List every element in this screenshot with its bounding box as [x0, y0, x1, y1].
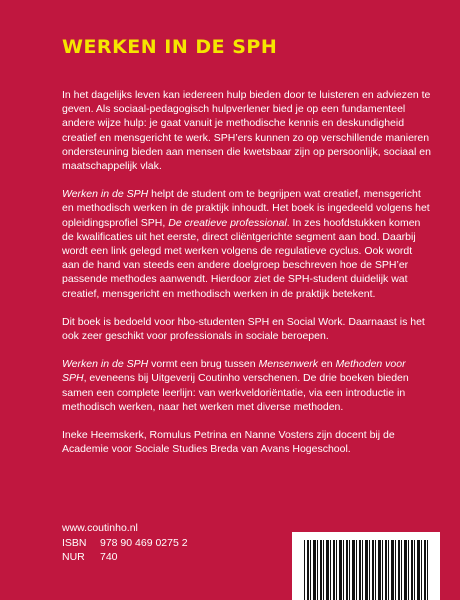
italic-book-title: Werken in de SPH [62, 188, 149, 201]
barcode-bars [304, 540, 428, 600]
italic-book-title: Werken in de SPH [62, 358, 149, 371]
publisher-website[interactable]: www.coutinho.nl [62, 522, 138, 534]
italic-related-title: Mensenwerk [258, 358, 319, 371]
text-span: vormt een brug tussen [148, 358, 259, 371]
paragraph-authors: Ineke Heemskerk, Romulus Petrina en Nanne Vosters zijn docent bij de Academie voor Sociale Studies Breda van Avans Hogeschool. [62, 429, 395, 456]
isbn-label: ISBN [62, 536, 87, 549]
text-span: . In zes hoofdstukken komen de kwalificaties uit het eerste, direct cliëntgerichte segment aan bod. Daarbij wordt een link gelegd met werken volgens de regulatieve cyclus. Ook wordt aan de hand van steeds een andere doelgroep beschreven hoe de SPH’er passende methodes aanwendt. Hierdoor ziet de SPH-student duidelijk wat creatief, mensgericht en methodisch werken in de praktijk betekent. [62, 216, 421, 300]
nur-label: NUR [62, 551, 85, 563]
isbn-value: 978 90 469 0275 2 [100, 536, 188, 549]
book-title: WERKEN IN DE SPH [62, 36, 278, 58]
barcode [292, 532, 440, 600]
text-span: , eveneens bij Uitgeverij Coutinho verschenen. De drie boeken bieden samen een complete leerlijn: van werkveldoriëntatie, via een introductie in methodisch werken, naar het werken met diverse methoden. [62, 372, 409, 413]
text-span: helpt de student om te begrijpen wat creatief, mensgericht en methodisch werken in de praktijk inhoudt. Het boek is ingedeeld volgens het opleidingsprofiel SPH, [62, 188, 430, 229]
italic-profile-title: De creatieve professional [168, 216, 287, 229]
paragraph-series [62, 357, 432, 414]
paragraph-intro: In het dagelijks leven kan iedereen hulp bieden door te luisteren en adviezen te geven. Als sociaal-pedagogisch hulpverlener bied je op een fundamenteel andere wijze hulp: je gaat vanuit je methodische kennis en deskundigheid creatief en mensgericht te werk. SPH’ers kunnen zo op verschillende manieren ondersteuning bieden aan mensen die kwetsbaar zijn op persoonlijk, sociaal en maatschappelijk vlak. [62, 89, 431, 173]
text-span: en [318, 358, 336, 371]
nur-row [62, 550, 188, 565]
back-cover-text [62, 88, 432, 470]
italic-related-title: Methoden voor SPH [62, 358, 406, 385]
publication-info [62, 521, 188, 565]
nur-value: 740 [100, 551, 118, 563]
paragraph-description [62, 187, 432, 301]
paragraph-audience: Dit boek is bedoeld voor hbo-studenten SPH en Social Work. Daarnaast is het ook zeer geschikt voor professionals in sociale beroepen. [62, 315, 425, 343]
isbn-row [62, 536, 188, 551]
